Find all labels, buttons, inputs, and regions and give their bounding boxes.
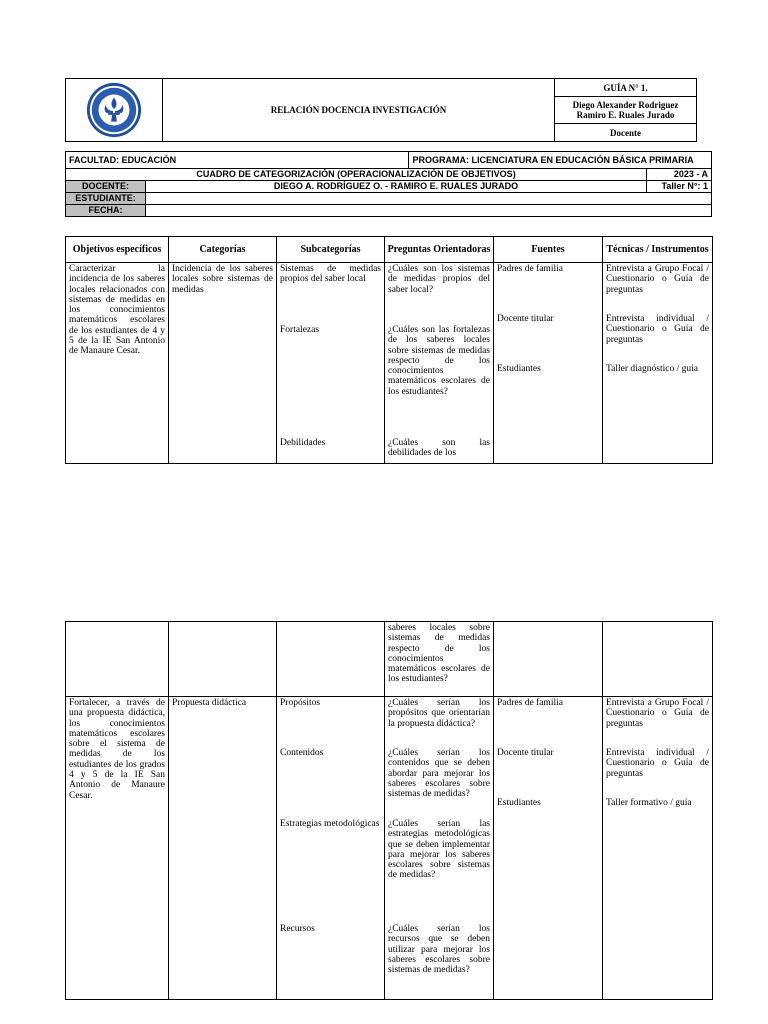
pregunta-item: ¿Cuáles son los sistemas de medidas propios del saber local? <box>388 264 490 295</box>
categorization-table-continued <box>65 621 713 1000</box>
fecha-value <box>145 205 711 217</box>
fuente-item: Estudiantes <box>497 364 541 374</box>
fuentes-cell <box>494 697 603 1000</box>
fuente-item: Docente titular <box>497 314 554 324</box>
pregunta-item: ¿Cuáles serían las estrategias metodológicas que se deben implementar para mejorar los saberes escolares sobre sistemas de medidas? <box>388 819 490 881</box>
header-fuentes: Fuentes <box>494 237 603 263</box>
tecnica-item: Entrevista a Grupo Focal / Cuestionario o Guía de preguntas <box>606 698 709 729</box>
fuente-item: Estudiantes <box>497 798 541 808</box>
empty-cell <box>603 622 713 697</box>
header-subcategorias: Subcategorías <box>277 237 385 263</box>
pregunta-item: ¿Cuáles serían los propósitos que orientarían la propuesta didáctica? <box>388 698 490 729</box>
categoria-cell: Propuesta didáctica <box>169 697 277 1000</box>
author-1: Diego Alexander Rodriguez <box>572 100 679 110</box>
pregunta-item: ¿Cuáles serían los contenidos que se deben abordar para mejorar los saberes escolares sobre sistemas de medidas? <box>388 748 490 800</box>
fecha-label: FECHA: <box>66 205 146 217</box>
logo-cell <box>66 79 163 142</box>
fuente-item: Padres de familia <box>497 698 563 708</box>
subcategorias-cell <box>277 697 385 1000</box>
objetivo-cell: Caracterizar la incidencia de los saberes locales relacionados con sistemas de medidas en los conocimientos matemáticos escolares de los estudiantes de 4 y 5 de la IE San Antonio de Manaure Cesar. <box>66 263 169 464</box>
header-categorias: Categorías <box>169 237 277 263</box>
subcategoria-item: Fortalezas <box>280 325 320 335</box>
table-row <box>66 263 713 464</box>
subcategorias-cell <box>277 263 385 464</box>
pregunta-item: ¿Cuáles son las fortalezas de los saberes locales sobre sistemas de medidas respecto de los conocimientos matemáticos escolares de los estudiantes? <box>388 325 490 397</box>
empty-cell <box>66 622 169 697</box>
categorization-table <box>65 236 713 464</box>
guide-number: GUÍA N° 1. <box>555 79 697 97</box>
subcategoria-item: Propósitos <box>280 698 321 708</box>
tecnica-item: Taller diagnóstico / guía <box>606 364 698 374</box>
empty-cell <box>494 622 603 697</box>
taller-cell: Taller N°: 1 <box>647 181 712 193</box>
subcategoria-item: Sistemas de medidas propios del saber local <box>280 264 381 285</box>
tecnica-item: Entrevista a Grupo Focal / Cuestionario o Guía de preguntas <box>606 264 709 295</box>
header-preguntas: Preguntas Orientadoras <box>385 237 494 263</box>
fuente-item: Padres de familia <box>497 264 563 274</box>
subcategoria-item: Recursos <box>280 924 315 934</box>
subcategoria-item: Contenidos <box>280 748 324 758</box>
empty-cell <box>277 622 385 697</box>
university-seal-icon <box>85 81 143 139</box>
docente-label: DOCENTE: <box>66 181 146 193</box>
subcategoria-item: Estrategias metodológicas <box>280 819 380 829</box>
author-2: Ramiro E. Ruales Jurado <box>576 110 675 120</box>
tecnicas-cell <box>603 263 713 464</box>
cuadro-title: CUADRO DE CATEGORIZACIÓN (OPERACIONALIZACIÓN DE OBJETIVOS) <box>66 169 647 181</box>
docente-value: DIEGO A. RODRÍGUEZ O. - RAMIRO E. RUALES JURADO <box>145 181 646 193</box>
subcategoria-item: Debilidades <box>280 438 326 448</box>
table-row <box>66 697 713 1000</box>
estudiante-label: ESTUDIANTE: <box>66 193 146 205</box>
role-label: Docente <box>555 124 697 142</box>
preguntas-cell <box>385 263 494 464</box>
pregunta-item: ¿Cuáles serían los recursos que se deben utilizar para mejorar los saberes escolares sobre sistemas de medidas? <box>388 924 490 976</box>
tecnica-item: Taller formativo / guía <box>606 798 692 808</box>
authors <box>555 97 697 124</box>
header-tecnicas: Técnicas / Instrumentos <box>603 237 713 263</box>
period-cell: 2023 - A <box>647 169 712 181</box>
continuation-cell: saberes locales sobre sistemas de medidas respecto de los conocimientos matemáticos escolares de los estudiantes? <box>385 622 494 697</box>
tecnicas-cell <box>603 697 713 1000</box>
document-title: RELACIÓN DOCENCIA INVESTIGACIÓN <box>163 79 555 142</box>
faculty-cell: FACULTAD: EDUCACIÓN <box>66 152 409 169</box>
header-objetivos: Objetivos específicos <box>66 237 169 263</box>
preguntas-cell <box>385 697 494 1000</box>
tecnica-item: Entrevista individual / Cuestionario o Guía de preguntas <box>606 748 709 779</box>
document-header <box>65 78 697 142</box>
categoria-cell: Incidencia de los saberes locales sobre sistemas de medidas <box>169 263 277 464</box>
info-table <box>65 151 712 217</box>
objetivo-cell: Fortalecer, a través de una propuesta didáctica, los conocimientos matemáticos escolares sobre el sistema de medidas de los estudiantes de los grados 4 y 5 de la IE San Antonio de Manaure Cesar. <box>66 697 169 1000</box>
tecnica-item: Entrevista individual / Cuestionario o Guía de preguntas <box>606 314 709 345</box>
program-cell: PROGRAMA: LICENCIATURA EN EDUCACIÓN BÁSICA PRIMARIA <box>409 152 712 169</box>
empty-cell <box>169 622 277 697</box>
table-row <box>66 622 713 697</box>
fuentes-cell <box>494 263 603 464</box>
fuente-item: Docente titular <box>497 748 554 758</box>
estudiante-value <box>145 193 711 205</box>
pregunta-item: ¿Cuáles son las debilidades de los <box>388 438 490 459</box>
